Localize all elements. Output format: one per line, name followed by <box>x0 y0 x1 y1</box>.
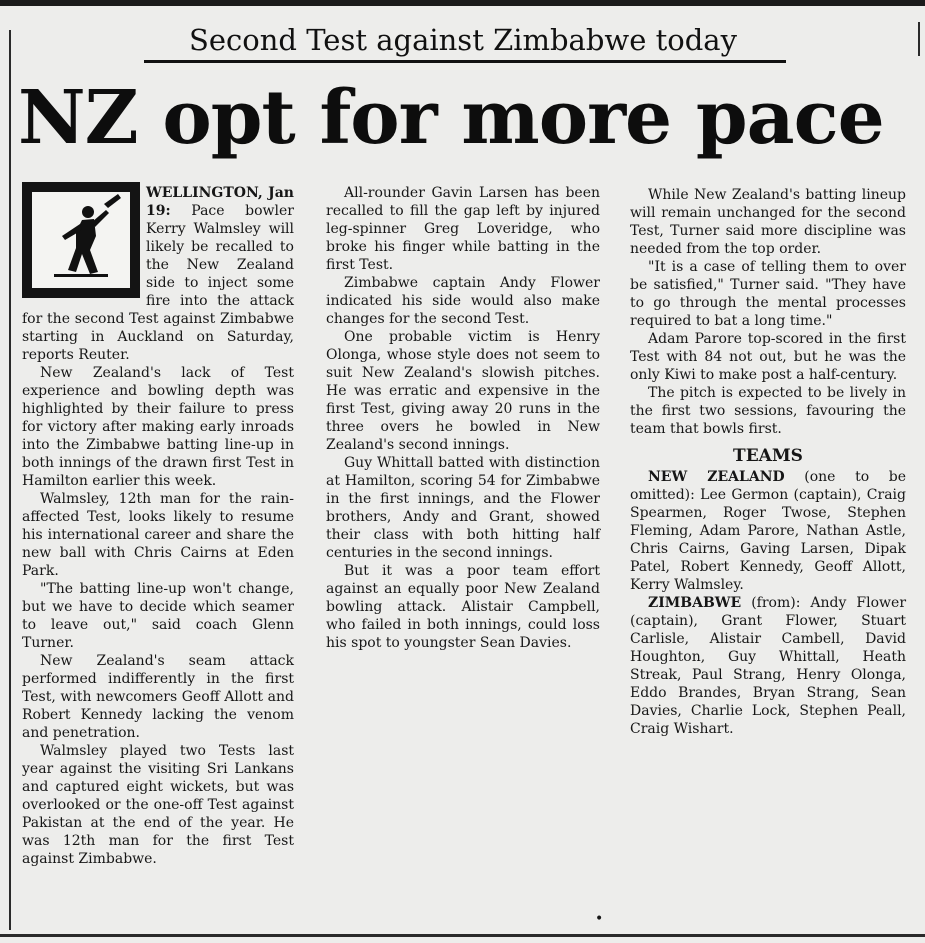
paragraph: Adam Parore top-scored in the first Test with 84 not out, but he was the only Kiwi to make post a half-century. <box>630 331 906 383</box>
logo-spacer <box>22 184 146 296</box>
paragraph-text: Pace bowler Kerry Walmsley will likely be recalled to the New Zealand side to inject some fire into the attack for the second Test against Zimbabwe starting in Auckland on Saturday, reports Reuter. <box>22 203 294 363</box>
paragraph: "It is a case of telling them to over be satisfied," Turner said. "They have to go through the mental processes required to bat a long time." <box>630 259 906 329</box>
paragraph: Zimbabwe captain Andy Flower indicated his side would also make changes for the second Test. <box>326 275 600 327</box>
paragraph: All-rounder Gavin Larsen has been recalled to fill the gap left by injured leg-spinner Greg Loveridge, who broke his finger while batting in the first Test. <box>326 185 600 273</box>
article-headline: NZ opt for more pace <box>18 75 884 161</box>
paragraph: Guy Whittall batted with distinction at Hamilton, scoring 54 for Zimbabwe in the first innings, and the Flower brothers, Andy and Grant, showed their class with both hitting half centuries in the second innings. <box>326 455 600 561</box>
article-kicker: Second Test against Zimbabwe today <box>189 23 737 57</box>
top-border-rule <box>0 0 925 6</box>
article-column-2 <box>326 184 600 652</box>
paragraph: One probable victim is Henry Olonga, whose style does not seem to suit New Zealand's slowish pitches. He was erratic and expensive in the first Test, giving away 20 runs in the three overs he bowled in New Zealand's second innings. <box>326 329 600 453</box>
paragraph: The pitch is expected to be lively in the first two sessions, favouring the team that bowls first. <box>630 385 906 437</box>
zim-team-list <box>630 594 906 738</box>
zim-team-name: ZIMBABWE <box>648 595 742 611</box>
right-border-rule <box>918 22 920 56</box>
paragraph: While New Zealand's batting lineup will remain unchanged for the second Test, Turner said more discipline was needed from the top order. <box>630 187 906 257</box>
paragraph: But it was a poor team effort against an equally poor New Zealand bowling attack. Alistair Campbell, who failed in both innings, could loss his spot to youngster Sean Davies. <box>326 563 600 651</box>
paragraph: Walmsley played two Tests last year against the visiting Sri Lankans and captured eight wickets, but was overlooked or the one-off Test against Pakistan at the end of the year. He was 12th man for the first Test against Zimbabwe. <box>22 743 294 867</box>
paragraph: New Zealand's lack of Test experience and bowling depth was highlighted by their failure to press for victory after making early inroads into the Zimbabwe batting line-up in both innings of the drawn first Test in Hamilton earlier this week. <box>22 365 294 489</box>
paragraph: Walmsley, 12th man for the rain-affected Test, looks likely to resume his international career and share the new ball with Chris Cairns at Eden Park. <box>22 491 294 579</box>
article-column-1 <box>22 184 294 868</box>
nz-team-name: NEW ZEALAND <box>648 469 785 485</box>
paragraph: "The batting line-up won't change, but we have to decide which seamer to leave out," said coach Glenn Turner. <box>22 581 294 651</box>
dateline: WELLINGTON, Jan 19: <box>146 185 294 219</box>
nz-team-list <box>630 468 906 594</box>
end-mark: • <box>595 911 604 927</box>
article-column-3 <box>630 186 906 738</box>
teams-heading: TEAMS <box>733 446 803 466</box>
kicker-underline <box>144 60 786 63</box>
bottom-border-rule <box>0 934 925 937</box>
left-border-rule <box>9 30 11 930</box>
paragraph: New Zealand's seam attack performed indifferently in the first Test, with newcomers Geoff Allott and Robert Kennedy lacking the venom and penetration. <box>22 653 294 741</box>
nz-players: (one to be omitted): Lee Germon (captain), Craig Spearmen, Roger Twose, Stephen Fleming, Adam Parore, Nathan Astle, Chris Cairns, Gaving Larsen, Dipak Patel, Robert Kennedy, Geoff Allott, Kerry Walmsley. <box>630 469 906 593</box>
zim-players: (from): Andy Flower (captain), Grant Flower, Stuart Carlisle, Alistair Cambell, David Houghton, Guy Whittall, Heath Streak, Paul Strang, Henry Olonga, Eddo Brandes, Bryan Strang, Sean Davies, Charlie Lock, Stephen Peall, Craig Wishart. <box>630 595 907 737</box>
